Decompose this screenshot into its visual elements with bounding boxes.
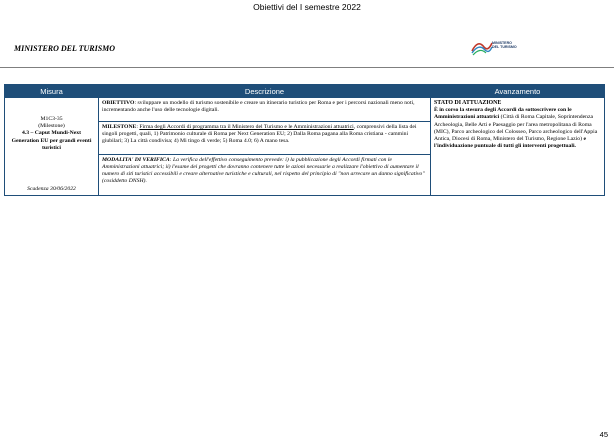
milestone-underlined: Firma degli Accordi di programma tra il Ministero del Turismo e le Amministrazioni attuatrici <box>139 123 354 130</box>
wave-logo-icon <box>470 37 494 57</box>
ministry-logo <box>470 37 530 61</box>
measure-name: 4.3 – Caput Mundi-Next Generation EU per grandi eventi turistici <box>11 130 92 151</box>
ministry-name: MINISTERO DEL TURISMO <box>14 44 116 53</box>
page-number: 45 <box>599 430 608 439</box>
objective-cell <box>99 98 431 122</box>
measure-deadline: Scadenza 30/06/2022 <box>27 186 76 193</box>
verification-label: MODALITA' DI VERIFICA <box>102 156 170 163</box>
progress-intro: È in corso la stesura degli Accordi da sottoscrivere con le Amministrazioni attuatrici <box>434 107 572 121</box>
verification-text: : La verifica dell'effettivo conseguimento prevede: i) la pubblicazione degli Accordi firmati con le Amministrazioni attuatrici; ii) l'esame dei progetti che dovranno contenere tutte le azioni necessarie a realizzare l'obiettivo di aumentare il numero di siti turistici accessibili e creare alternative turistiche e culturali, nel rispetto del principio di "non arrecare un danno significativo" (cosiddetto DNSH). <box>102 156 425 185</box>
milestone-text: , comprensivi della lista dei singoli progetti, quali, 1) Patrimonio culturale di Roma per Next Generation EU; 2) Dalla Roma pagana alla Roma cristiana - cammini giubilari; 3) La città condivisa; 4) Mi tingo di verde; 5) Roma 4.0; 6) A mano tesa. <box>102 123 417 145</box>
slide-title: Obiettivi del I semestre 2022 <box>253 2 361 12</box>
progress-end: e l'individuazione puntuale di tutti gli interventi progettuali. <box>434 136 586 150</box>
milestone-cell: MILESTONE: Firma degli Accordi di programma tra il Ministero del Turismo e le Amministrazioni attuatrici, comprensivi della lista dei singoli progetti, quali, 1) Patrimonio culturale di Roma per Next Generation EU; 2) Dalla Roma pagana alla Roma cristiana - cammini giubilari; 3) La città condivisa; 4) Mi tingo di verde; 5) Roma 4.0; 6) A mano tesa. <box>99 121 431 154</box>
measure-cell <box>5 98 99 196</box>
header-rule <box>0 67 614 68</box>
progress-cell <box>431 98 605 196</box>
measure-code: M1C3-35 <box>40 116 63 122</box>
table-row-objective <box>5 98 605 122</box>
column-header-misura: Misura <box>5 85 99 98</box>
milestone-label: MILESTONE <box>102 123 137 130</box>
progress-title: STATO DI ATTUAZIONE <box>434 100 502 106</box>
objective-text: : sviluppare un modello di turismo sostenibile e creare un itinerario turistico per Roma e per i percorsi nazionali meno noti, incrementando anche l'uso delle tecnologie digitali. <box>102 100 415 114</box>
measures-table <box>4 84 605 196</box>
table-header-row <box>5 85 605 98</box>
measure-type: (Milestone) <box>38 123 65 130</box>
column-header-avanzamento: Avanzamento <box>431 85 605 98</box>
logo-wordmark: MINISTERO DEL TURISMO <box>492 41 517 50</box>
column-header-descrizione: Descrizione <box>99 85 431 98</box>
progress-text: (Città di Roma Capitale, Soprintendenza Archeologia, Belle Arti e Paesaggio per l'area metropolitana di Roma (MIC), Parco archeologico del Colosseo, Parco archeologico dell'Appia Antica, Diocesi di Roma, Ministero del Turismo, Regione Lazio) <box>434 114 598 143</box>
verification-cell <box>99 154 431 196</box>
objective-label: OBIETTIVO <box>102 100 135 106</box>
